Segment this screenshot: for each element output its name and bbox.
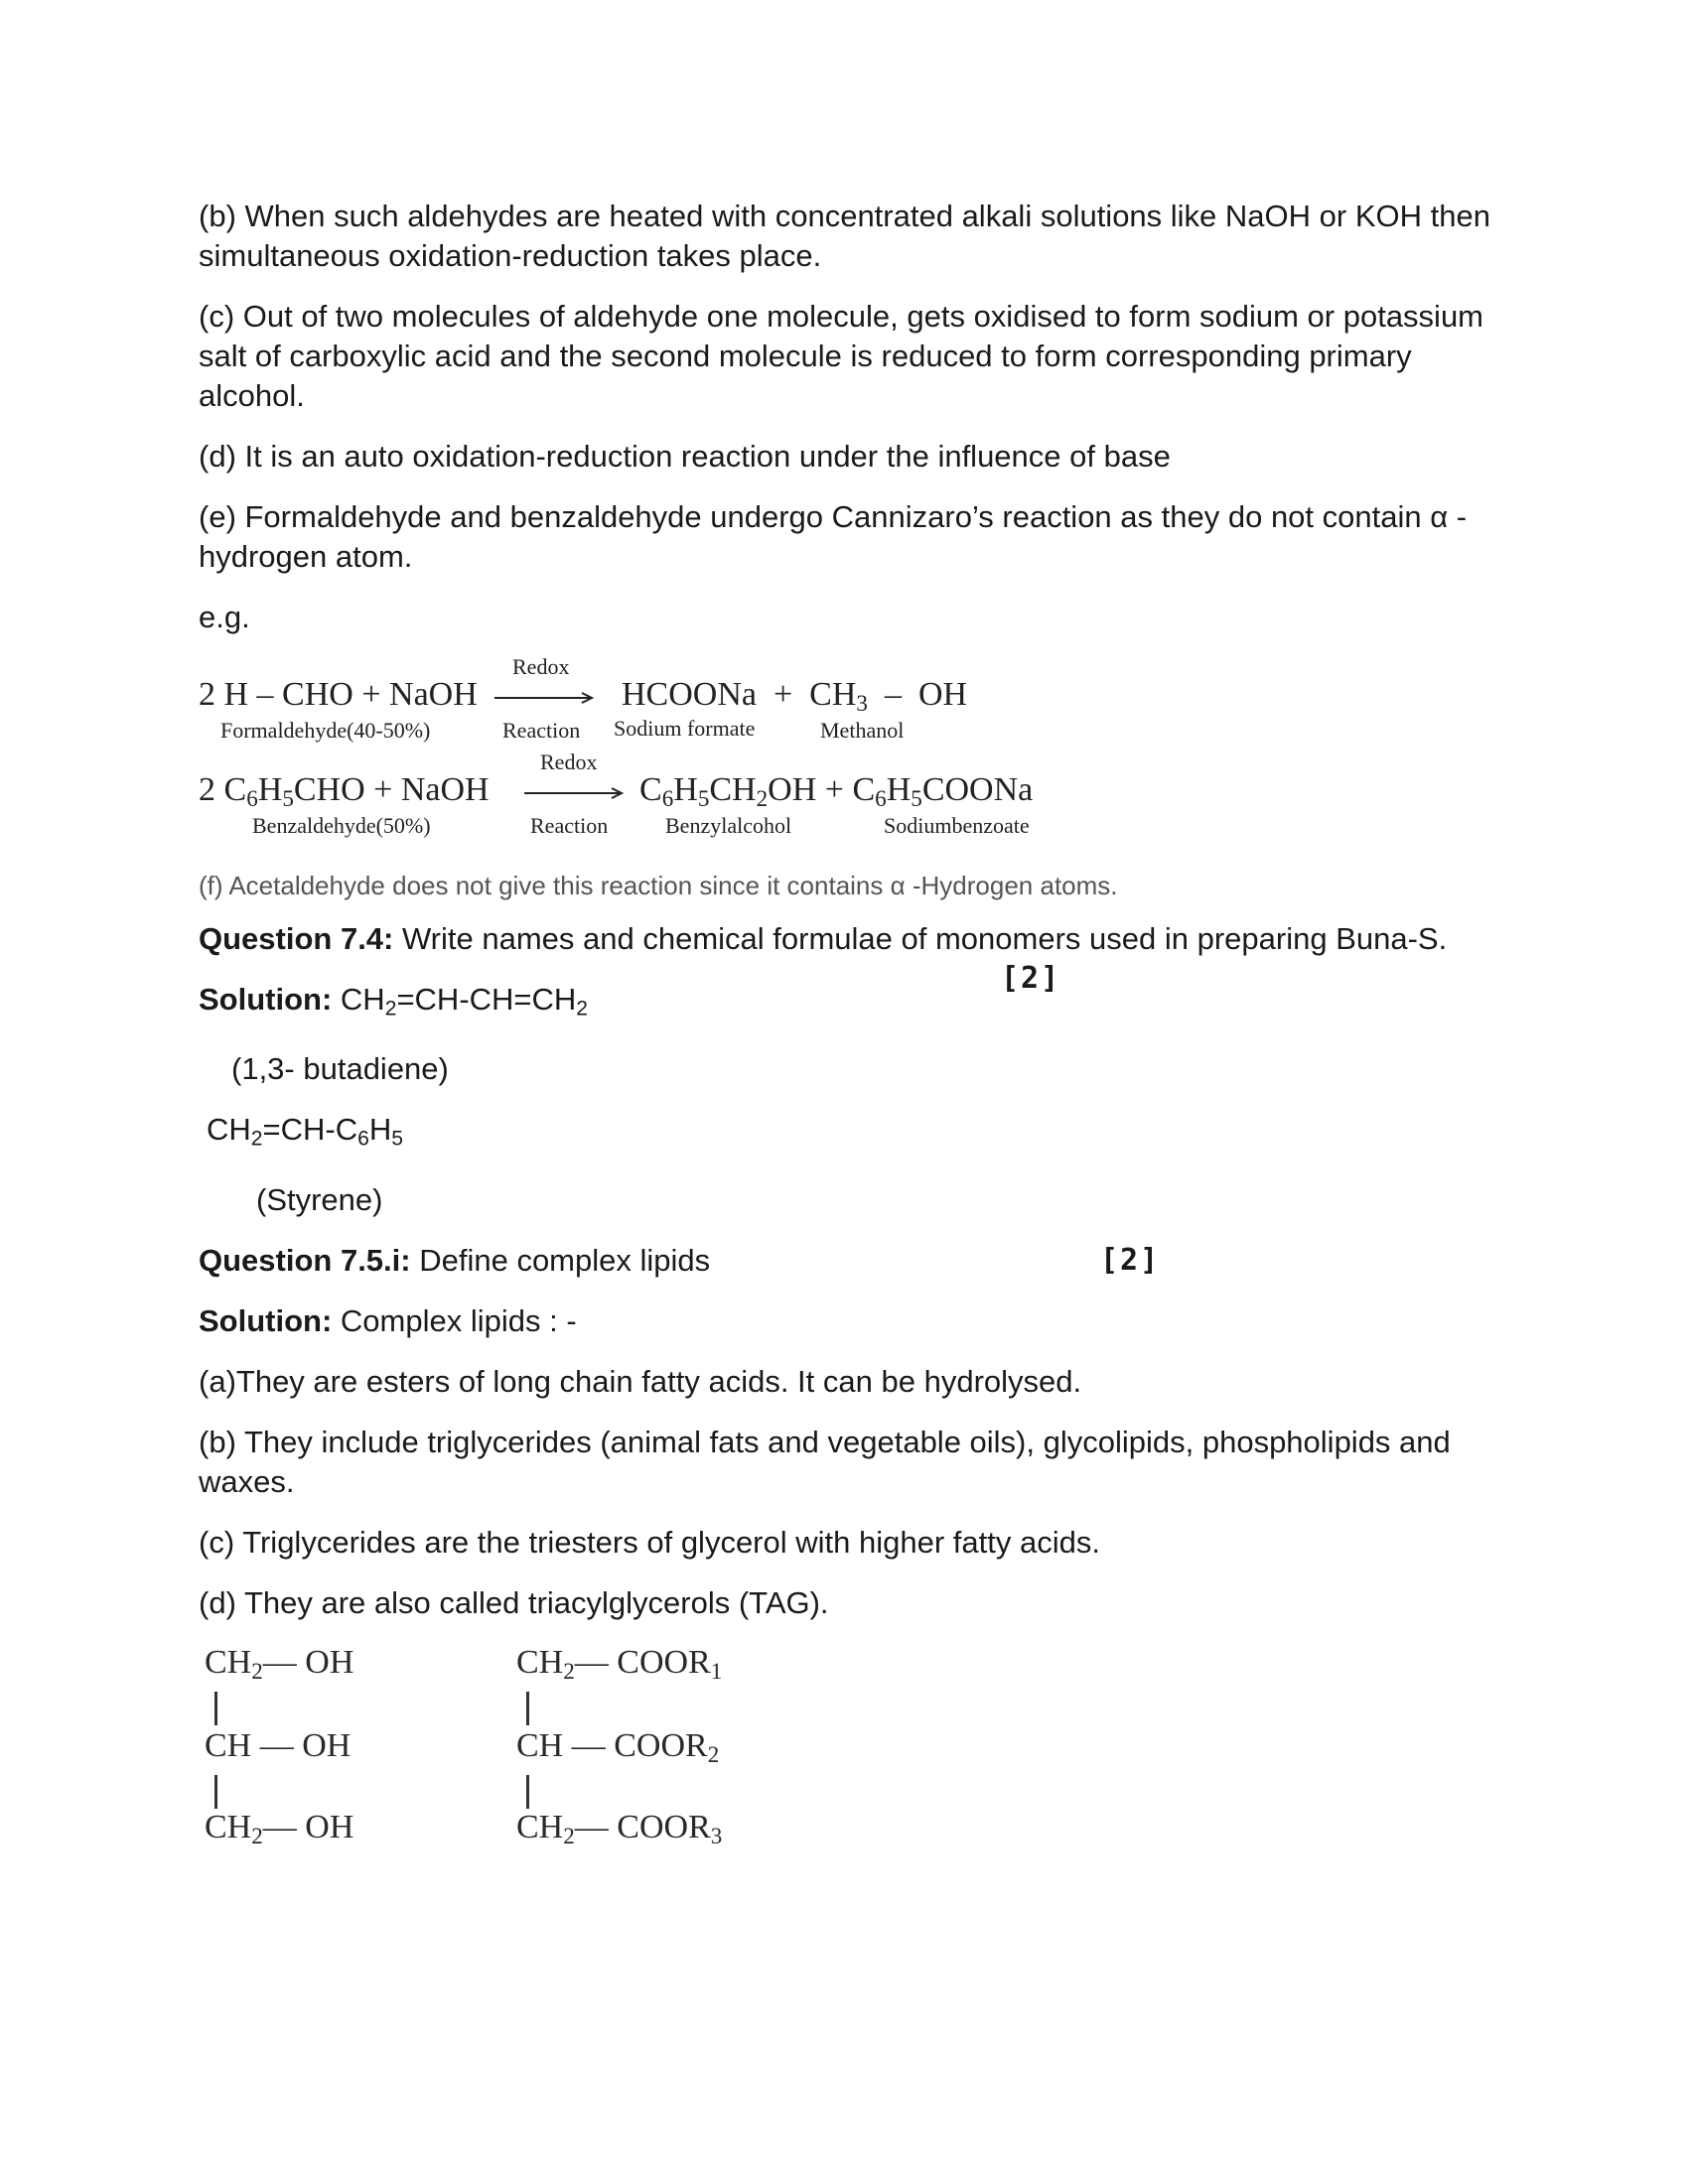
question-7-4-marks: [2]	[1001, 961, 1061, 996]
reaction-benzaldehyde	[199, 750, 1509, 849]
reaction1-arrow-under: Reaction	[502, 718, 581, 743]
reaction2-products: $C_6H_5CH_2OH$ + $C_6H_5COONa$	[639, 771, 1034, 812]
question-7-5-i-label: Question 7.5.i:	[199, 1242, 411, 1278]
reaction2-product2-label: Sodiumbenzoate	[884, 813, 1030, 838]
lipid-point-a: (a)They are esters of long chain fatty acids. It can be hydrolysed.	[199, 1363, 1082, 1399]
butadiene-formula: $CH_2=CH-CH=CH_2$	[340, 982, 589, 1021]
question-7-4-label: Question 7.4:	[199, 921, 394, 956]
styrene-formula: $CH_2=CH-C_6H_5$	[207, 1112, 403, 1151]
lipid-structures: $CH_2—$ OH CH — OH $CH_2—$ OH $CH_2—$ $COOR_1$ CH — $COOR_2$ $CH_2—$ $COOR_3$	[205, 1643, 723, 1849]
reaction2-reactants: 2 $C_6H_5CHO$ + NaOH	[199, 771, 490, 812]
reaction1-arrow-over: Redox	[512, 654, 570, 679]
question-7-5-i-marks: [2]	[1100, 1242, 1161, 1278]
example-label: e.g.	[199, 600, 250, 634]
solution-7-5-i-text: Complex lipids : -	[332, 1302, 577, 1338]
solution-7-5-i-label: Solution:	[199, 1302, 333, 1338]
point-e: (e) Formaldehyde and benzaldehyde undergo Cannizaro’s reaction as they do not contain α -hydrogen atom.	[199, 499, 1468, 574]
question-7-5-i	[199, 1241, 1509, 1281]
reaction1-product2-label: Methanol	[820, 718, 905, 743]
solution-7-5-i	[199, 1301, 1509, 1341]
question-7-4	[199, 919, 1509, 996]
lipid-point-d: (d) They are also called triacylglycerols (TAG).	[199, 1584, 829, 1620]
lipid-point-c: (c) Triglycerides are the triesters of glycerol with higher fatty acids.	[199, 1524, 1100, 1560]
point-c: (c) Out of two molecules of aldehyde one molecule, gets oxidised to form sodium or potassium salt of carboxylic acid and the second molecule is reduced to form corresponding primary alcohol.	[199, 299, 1484, 413]
solution-7-4-label: Solution:	[199, 982, 333, 1017]
lipid-point-b: (b) They include triglycerides (animal fats and vegetable oils), glycolipids, phospholipids and waxes.	[199, 1424, 1451, 1499]
reaction2-product1-label: Benzylalcohol	[665, 813, 792, 838]
question-7-4-text: Write names and chemical formulae of monomers used in preparing Buna-S.	[393, 921, 1448, 956]
reaction-arrow-icon	[492, 690, 600, 706]
reaction1-reactant-label: Formaldehyde(40-50%)	[220, 718, 431, 743]
solution-7-4	[199, 980, 1509, 1028]
butadiene-name: (1,3- butadiene)	[231, 1051, 449, 1087]
document-page	[199, 197, 1509, 1872]
reaction2-arrow-under: Reaction	[530, 813, 609, 838]
note-f: (f) Acetaldehyde does not give this reaction since it contains α -Hydrogen atoms.	[199, 871, 1118, 900]
question-7-5-i-text: Define complex lipids	[410, 1242, 711, 1278]
reaction-formaldehyde	[199, 654, 1509, 753]
reaction2-reactant-label: Benzaldehyde(50%)	[252, 813, 431, 838]
styrene-name: (Styrene)	[256, 1181, 383, 1217]
reaction2-arrow-over: Redox	[540, 750, 598, 774]
reaction-arrow-icon	[522, 785, 630, 801]
reaction1-products: HCOONa + $CH_3$ – OH	[622, 676, 968, 717]
reaction1-product1-label: Sodium formate	[614, 716, 756, 741]
point-b: (b) When such aldehydes are heated with concentrated alkali solutions like NaOH or KOH then simultaneous oxidation-reduction takes place.	[199, 199, 1490, 273]
point-d: (d) It is an auto oxidation-reduction reaction under the influence of base	[199, 439, 1171, 474]
reaction1-reactants: 2 H – CHO + NaOH	[199, 676, 478, 713]
